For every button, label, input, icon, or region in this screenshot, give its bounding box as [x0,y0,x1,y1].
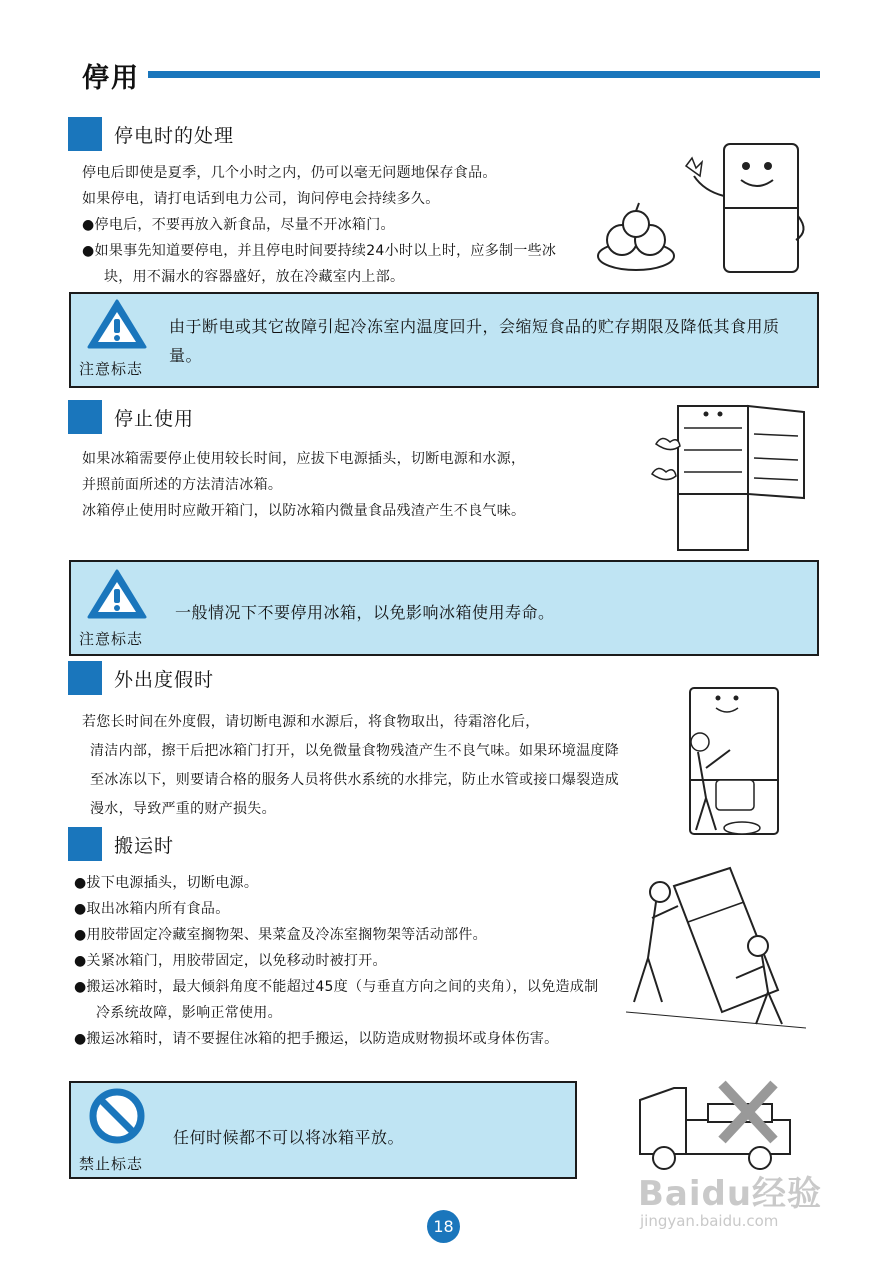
section-heading-power-outage [68,117,234,151]
caution-badge [77,568,157,624]
no-entry-icon [88,1087,146,1145]
bullet-item: ●搬运冰箱时，请不要握住冰箱的把手搬运，以防造成财物损坏或身体伤害。 [74,1031,559,1047]
prohibit-caption: 禁止标志 [79,1155,144,1173]
paragraph-line: 并照前面所述的方法清洁冰箱。 [82,477,283,493]
carrying-fridge-illustration [626,862,806,1032]
truck-crossed-out-illustration [634,1080,794,1176]
title-rule [148,71,820,78]
prohibit-badge [77,1087,157,1149]
watermark-logo: Baidu经验 [638,1174,823,1214]
vacation-text [82,708,642,824]
cleaning-fridge-illustration [682,680,792,840]
section-marker [68,400,102,434]
bullet-item: ●搬运冰箱时，最大倾斜角度不能超过45度（与垂直方向之间的夹角），以免造成制冷系统故障，影响正常使用。 [74,979,599,1021]
section-title: 外出度假时 [114,668,215,691]
caution-caption: 注意标志 [79,630,144,648]
bullet-item: ●停电后，不要再放入新食品，尽量不开冰箱门。 [82,217,395,233]
stop-use-text [82,446,622,524]
section-marker [68,661,102,695]
paragraph-body: 清洁内部，擦干后把冰箱门打开，以免微量食物残渣产生不良气味。如果环境温度降至冰冻以下，则要请合格的服务人员将供水系统的水排完，防止水管或接口爆裂造成漫水，导致严重的财产损失。 [90,743,620,817]
caution-text: 一般情况下不要停用冰箱，以免影响冰箱使用寿命。 [175,603,555,622]
caution-caption: 注意标志 [79,360,144,378]
caution-notice-2 [69,560,819,656]
section-title: 停止使用 [114,407,195,430]
paragraph-line: 如果停电，请打电话到电力公司，询问停电会持续多久。 [82,191,440,207]
caution-notice-1 [69,292,819,388]
fridge-with-apples-illustration [596,136,806,286]
paragraph-line: 如果冰箱需要停止使用较长时间，应拔下电源插头，切断电源和水源， [82,451,526,467]
section-title: 停电时的处理 [114,124,235,147]
power-outage-text [82,160,582,290]
bullet-item: ●拔下电源插头，切断电源。 [74,875,259,891]
caution-text: 由于断电或其它故障引起冷冻室内温度回升，会缩短食品的贮存期限及降低其食用质量。 [169,317,780,365]
watermark-url: jingyan.baidu.com [640,1212,779,1230]
page-title: 停用 [82,63,140,94]
prohibit-notice [69,1081,577,1179]
paragraph-line: 冰箱停止使用时应敞开箱门，以防冰箱内微量食品残渣产生不良气味。 [82,503,526,519]
warning-triangle-icon [86,568,148,620]
warning-triangle-icon [86,298,148,350]
section-heading-stop-use [68,400,194,434]
bullet-item: ●如果事先知道要停电，并且停电时间要持续24小时以上时，应多制一些冰块，用不漏水的容器盛好，放在冷藏室内上部。 [82,243,557,285]
section-title: 搬运时 [114,834,175,857]
paragraph-line: 停电后即使是夏季，几个小时之内，仍可以毫无问题地保存食品。 [82,165,497,181]
bullet-item: ●用胶带固定冷藏室搁物架、果菜盒及冷冻室搁物架等活动部件。 [74,927,487,943]
section-heading-transport [68,827,174,861]
section-marker [68,827,102,861]
section-marker [68,117,102,151]
transport-list [74,870,604,1052]
page-number: 18 [427,1210,460,1243]
open-fridge-illustration [644,398,810,554]
paragraph-line: 若您长时间在外度假，请切断电源和水源后，将食物取出，待霜溶化后， [82,714,540,730]
bullet-item: ●关紧冰箱门，用胶带固定，以免移动时被打开。 [74,953,387,969]
section-heading-vacation [68,661,214,695]
prohibit-text: 任何时候都不可以将冰箱平放。 [173,1128,405,1147]
bullet-item: ●取出冰箱内所有食品。 [74,901,230,917]
caution-badge [77,298,157,354]
